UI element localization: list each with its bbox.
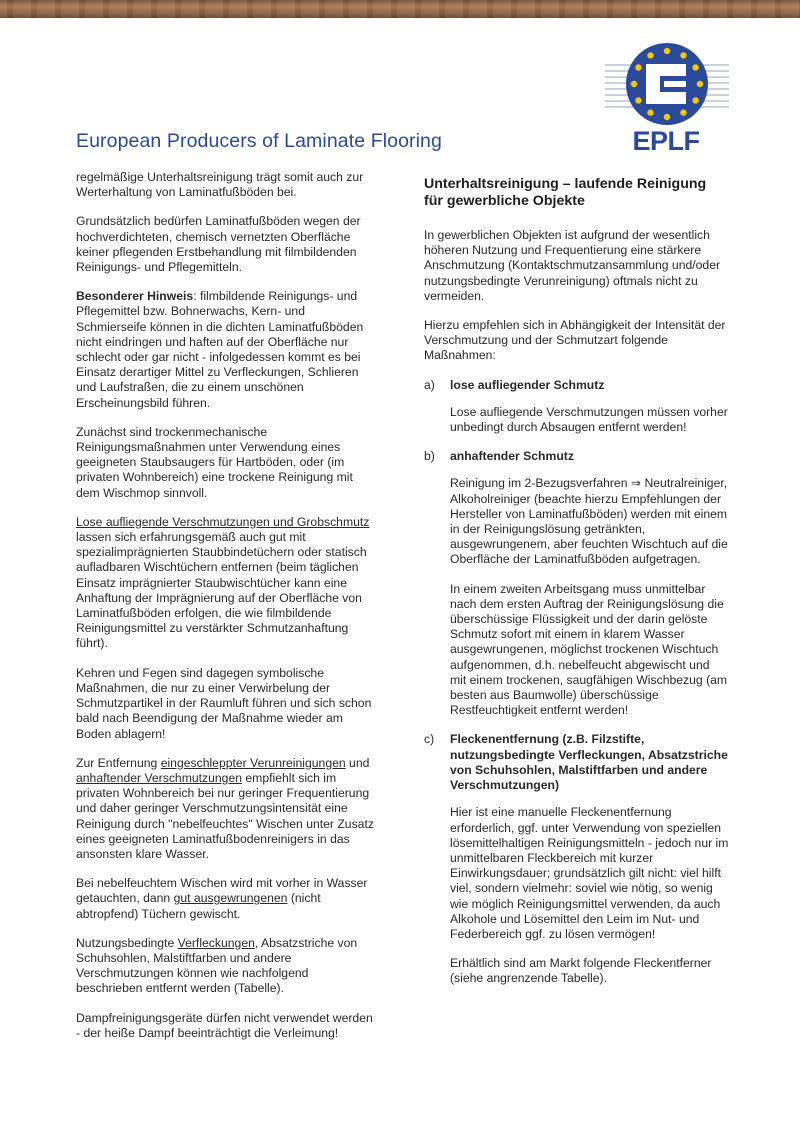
item-a-text: Lose aufliegende Verschmutzungen müssen vorher unbedingt durch Absaugen entfernt werden! <box>450 404 728 435</box>
left-paragraph-6: Kehren und Fegen sind dagegen symbolische Maßnahmen, die nur zu einer Verwirbelung der Schmutzpartikel in der Raumluft führen und sich schon bald nach Beendigung der Maßnahme wieder am Boden ablagern! <box>76 665 372 741</box>
left-paragraph-7-c: empfiehlt sich im privaten Wohnbereich bei nur geringer Frequentierung und daher geringer Verschmutzungsintensität eine Reinigung durch "nebelfeuchtes" Wischen unter Zusatz eines geeigneten Laminatfußbodenreinigers in das ansonsten klare Wasser. <box>76 770 374 861</box>
left-paragraph-10: Dampfreinigungsgeräte dürfen nicht verwendet werden - der heiße Dampf beeinträchtigt die Verleimung! <box>76 1010 373 1040</box>
left-column <box>76 170 376 1055</box>
introduced-dirt-term: eingeschleppter Verunreinigungen <box>160 755 346 770</box>
item-c-letter: c) <box>424 732 435 747</box>
list-item-c <box>424 732 729 986</box>
left-paragraph-1: regelmäßige Unterhaltsreinigung trägt somit auch zur Werterhaltung von Laminatfußböden bei. <box>76 170 364 200</box>
left-paragraph-4: Zunächst sind trockenmechanische Reinigungsmaßnahmen unter Verwendung eines geeigneten Staubsaugers für Hartböden, oder (im privaten Wohnbereich) eine trockene Reinigung mit dem Wischmop sinnvoll. <box>76 424 353 500</box>
left-paragraph-5 <box>76 515 376 652</box>
left-paragraph-8-c: (nicht abtropfend) Tüchern gewischt. <box>76 891 321 921</box>
page-title: European Producers of Laminate Flooring <box>76 130 442 152</box>
left-paragraph-9-a: Nutzungsbedingte <box>76 935 178 950</box>
left-paragraph-7-b: und <box>345 755 370 770</box>
logo-e-bar <box>664 81 686 87</box>
loose-dirt-term: Lose aufliegende Verschmutzungen und Grobschmutz <box>76 514 370 529</box>
item-a-letter: a) <box>424 377 435 392</box>
item-b-title-line <box>424 449 729 464</box>
right-paragraph-1: In gewerblichen Objekten ist aufgrund der wesentlich höheren Nutzung und Frequentierung eine stärkere Anschmutzung (Kontaktschmutzansammlung und/oder nutzungsbedingte Verunreinigung) oftmals nicht zu vermeiden. <box>424 228 721 303</box>
left-paragraph-3 <box>76 289 376 411</box>
notice-text: : filmbildende Reinigungs- und Pflegemittel bzw. Bohnerwachs, Kern- und Schmierseife können in die dichten Laminatfußböden nicht eindringen und haften auf der Oberfläche nur schlecht oder gar nicht - infolgedessen kommt es bei Einsatz derartiger Mittel zu Verfleckungen, Schlieren und Laufstraßen, die zu einem unschönen Erscheinungsbild führen. <box>76 289 364 410</box>
stains-term: Verfleckungen <box>177 935 255 950</box>
left-paragraph-5-text: lassen sich erfahrungsgemäß auch gut mit spezialimprägnierten Staubbindetüchern oder statisch aufladbaren Wischtüchern entfernen (beim täglichen Einsatz imprägnierter Staubwischtücher kann eine Anhaftung der Imprägnierung auf der Oberfläche von Laminatfußböden erfolgen, die wie filmbildende Reinigungsmittel zu verstärkter Schmutzanhaftung führt). <box>76 530 367 651</box>
item-c-title: Fleckenentfernung (z.B. Filzstifte, nutzungsbedingte Verfleckungen, Absatzstriche von Schuhsohlen, Malstiftfarben und andere Verschmutzungen) <box>450 732 728 793</box>
item-c-text-1: Hier ist eine manuelle Fleckenentfernung erforderlich, ggf. unter Verwendung von speziellen lösemittelhaltigen Reinigungsmitteln - jedoch nur im unmittelbaren Fleckbereich mit kurzer Einwirkungsdauer; grundsätzlich gilt nicht: viel hilft viel, sondern vielmehr: soviel wie nötig, so wenig wie möglich Reinigungsmittel verwenden, da auch Alkohole und Lösemittel den Leim im Nut- und Federbereich ggf. zu lösen vermögen! <box>450 805 729 941</box>
right-column <box>424 176 729 1001</box>
left-paragraph-7 <box>76 756 376 862</box>
item-b-text-2: In einem zweiten Arbeitsgang muss unmittelbar nach dem ersten Auftrag der Reinigungslösung die überschüssige Flüssigkeit und der darin gelöste Schmutz sofort mit einem in klarem Wasser ausgewrungenen, möglichst trockenen Wischtuch aufgenommen, d.h. nebelfeucht abgewischt und mit einem trockenen, saugfähigen Wischbezug (am besten aus Baumwolle) überschüssige Restfeuchtigkeit entfernt werden! <box>450 581 728 718</box>
list-item-b <box>424 449 729 718</box>
list-item-a <box>424 378 729 436</box>
item-b-text-1: Reinigung im 2-Bezugsverfahren ⇒ Neutralreiniger, Alkoholreiniger (beachte hierzu Empfehlungen der Hersteller von Laminatfußböden) werden mit einem in der Reinigungslösung getränkten, ausgewrungenem, aber feuchten Wischtuch auf die Oberfläche der Laminatfußböden aufgetragen. <box>450 476 728 567</box>
item-b-title: anhaftender Schmutz <box>450 449 574 464</box>
item-b-letter: b) <box>424 449 435 464</box>
left-paragraph-8-a: Bei nebelfeuchtem Wischen wird mit vorher in Wasser getauchten, dann <box>76 876 368 906</box>
left-paragraph-7-a: Zur Entfernung <box>76 755 161 770</box>
section-heading: Unterhaltsreinigung – laufende Reinigung für gewerbliche Objekte <box>424 176 707 209</box>
right-paragraph-2: Hierzu empfehlen sich in Abhängigkeit der Intensität der Verschmutzung und der Schmutzart folgende Maßnahmen: <box>424 318 726 363</box>
item-a-title-line <box>424 377 729 393</box>
wrung-out-term: gut ausgewrungenen <box>173 891 288 906</box>
left-paragraph-9 <box>76 936 376 997</box>
item-a-title: lose aufliegender Schmutz <box>450 377 605 392</box>
logo-text: EPLF <box>632 126 700 156</box>
adhering-dirt-term: anhaftender Verschmutzungen <box>76 770 243 785</box>
left-paragraph-8 <box>76 876 376 922</box>
item-c-text-2: Erhältlich sind am Markt folgende Fleckentferner (siehe angrenzende Tabelle). <box>450 956 712 986</box>
item-c-title-line <box>424 732 729 793</box>
notice-label: Besonderer Hinweis <box>76 289 194 304</box>
wood-header-band <box>0 0 800 18</box>
left-paragraph-9-c: , Absatzstriche von Schuhsohlen, Malstiftfarben und andere Verschmutzungen können wie nachfolgend beschrieben entfernt werden (Tabelle). <box>76 935 358 996</box>
left-paragraph-2: Grundsätzlich bedürfen Laminatfußböden wegen der hochverdichteten, chemisch vernetzten Oberfläche keiner pflegenden Erstbehandlung mit filmbildenden Reinigungs- und Pflegemitteln. <box>76 214 361 275</box>
